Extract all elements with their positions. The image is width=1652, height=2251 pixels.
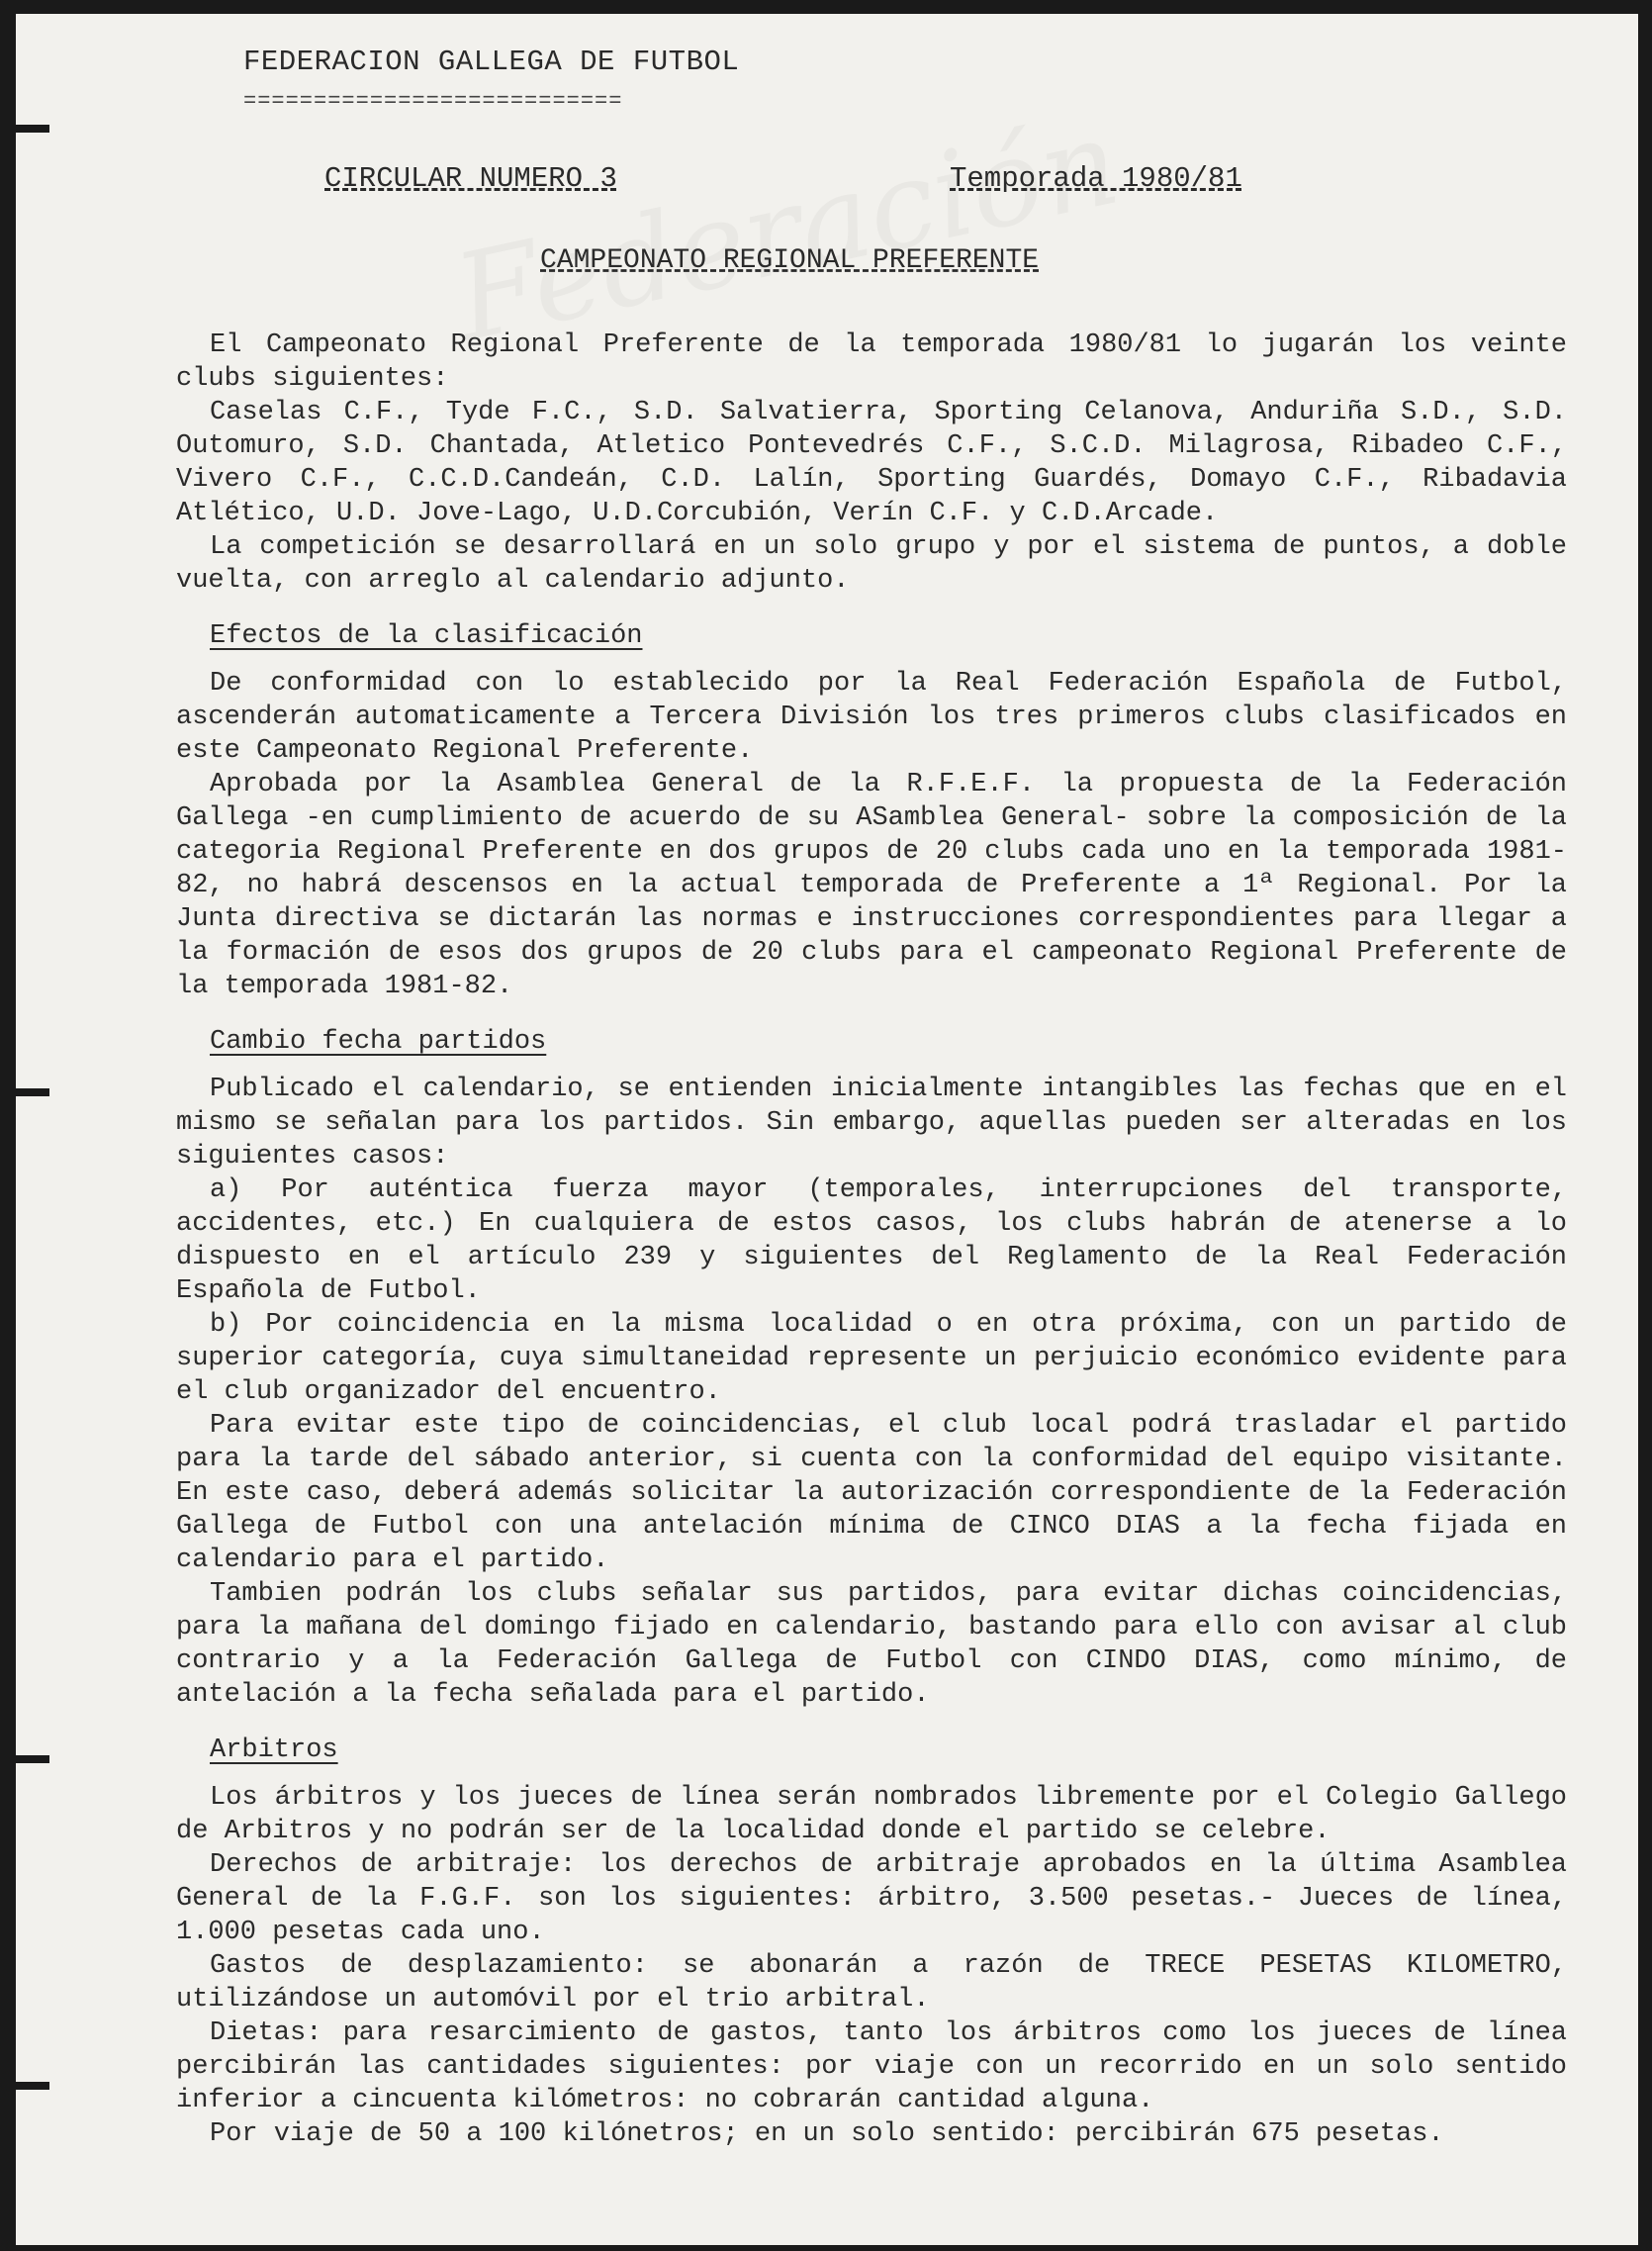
punch-hole xyxy=(16,125,49,133)
punch-hole xyxy=(16,1755,49,1763)
federation-header: FEDERACION GALLEGA DE FUTBOL xyxy=(243,46,740,78)
paragraph: a) Por auténtica fuerza mayor (temporales, interrupciones del transporte, accidentes, etc.) En cualquiera de estos casos, los clubs habrán de atenerse a lo dispuesto en el artículo 239 y siguientes del Reglamento de la Real Federación Española de Futbol. xyxy=(176,1175,1567,1306)
document-page xyxy=(16,14,1638,2245)
paragraph: Derechos de arbitraje: los derechos de arbitraje aprobados en la última Asamblea General de la F.G.F. son los siguientes: árbitro, 3.500 pesetas.- Jueces de línea, 1.000 pesetas cada uno. xyxy=(176,1850,1567,1947)
paragraph: Aprobada por la Asamblea General de la R.F.E.F. la propuesta de la Federación Gallega -en cumplimiento de acuerdo de su ASamblea General- sobre la composición de la categoria Regional Preferente en dos grupos de 20 clubs cada uno en la temporada 1981-82, no habrá descensos en la actual temporada de Preferente a 1ª Regional. Por la Junta directiva se dictarán las normas e instrucciones correspondientes para llegar a la formación de esos dos grupos de 20 clubs para el campeonato Regional Preferente de la temporada 1981-82. xyxy=(176,770,1567,1001)
paragraph: b) Por coincidencia en la misma localidad o en otra próxima, con un partido de superior categoría, cuya simultaneidad represente un perjuicio económico evidente para el club organizador del encuentro. xyxy=(176,1310,1567,1407)
section-heading-clasificacion: Efectos de la clasificación xyxy=(210,621,643,651)
paragraph: Gastos de desplazamiento: se abonarán a razón de TRECE PESETAS KILOMETRO, utilizándose un automóvil por el trio arbitral. xyxy=(176,1951,1567,2015)
paragraph: Por viaje de 50 a 100 kilónetros; en un solo sentido: percibirán 675 pesetas. xyxy=(210,2119,1444,2149)
section-heading-cambio: Cambio fecha partidos xyxy=(210,1027,547,1057)
header-rule: =========================== xyxy=(243,89,623,114)
paragraph: Para evitar este tipo de coincidencias, el club local podrá trasladar el partido para la tarde del sábado anterior, si cuenta con la conformidad del equipo visitante. En este caso, deberá además solicitar la autorización correspondiente de la Federación Gallega de Futbol con una antelación mínima de CINCO DIAS a la fecha fijada en calendario para el partido. xyxy=(176,1411,1567,1575)
season-label: Temporada 1980/81 xyxy=(950,162,1242,195)
paragraph: De conformidad con lo establecido por la Real Federación Española de Futbol, ascenderán automaticamente a Tercera División los tres primeros clubs clasificados en este Campeonato Regional Preferente. xyxy=(176,669,1567,766)
circular-number: CIRCULAR NUMERO 3 xyxy=(324,162,617,195)
document-body xyxy=(176,328,1567,2151)
paragraph: Publicado el calendario, se entienden inicialmente intangibles las fechas que en el mismo se señalan para los partidos. Sin embargo, aquellas pueden ser alteradas en los siguientes casos: xyxy=(176,1075,1567,1172)
clubs-list: Caselas C.F., Tyde F.C., S.D. Salvatierra, Sporting Celanova, Anduriña S.D., S.D. Outomuro, S.D. Chantada, Atletico Pontevedrés C.F., S.C.D. Milagrosa, Ribadeo C.F., Vivero C.F., C.C.D.Candeán, C.D. Lalín, Sporting Guardés, Domayo C.F., Ribadavia Atlético, U.D. Jove-Lago, U.D.Corcubión, Verín C.F. y C.D.Arcade. xyxy=(176,398,1567,528)
paragraph: Dietas: para resarcimiento de gastos, tanto los árbitros como los jueces de línea percibirán las cantidades siguientes: por viaje con un recorrido en un solo sentido inferior a cincuenta kilómetros: no cobrarán cantidad alguna. xyxy=(176,2018,1567,2115)
intro-paragraph: La competición se desarrollará en un solo grupo y por el sistema de puntos, a doble vuelta, con arreglo al calendario adjunto. xyxy=(176,532,1567,596)
punch-hole xyxy=(16,1088,49,1096)
intro-paragraph: El Campeonato Regional Preferente de la temporada 1980/81 lo jugarán los veinte clubs siguientes: xyxy=(176,330,1567,394)
punch-hole xyxy=(16,2082,49,2090)
section-heading-arbitros: Arbitros xyxy=(210,1735,338,1765)
document-title: CAMPEONATO REGIONAL PREFERENTE xyxy=(540,245,1040,276)
paragraph: Los árbitros y los jueces de línea serán nombrados libremente por el Colegio Gallego de Arbitros y no podrán ser de la localidad donde el partido se celebre. xyxy=(176,1783,1567,1846)
paragraph: Tambien podrán los clubs señalar sus partidos, para evitar dichas coincidencias, para la mañana del domingo fijado en calendario, bastando para ello con avisar al club contrario y a la Federación Gallega de Futbol con CINDO DIAS, como mínimo, de antelación a la fecha señalada para el partido. xyxy=(176,1579,1567,1710)
watermark xyxy=(444,94,1131,368)
